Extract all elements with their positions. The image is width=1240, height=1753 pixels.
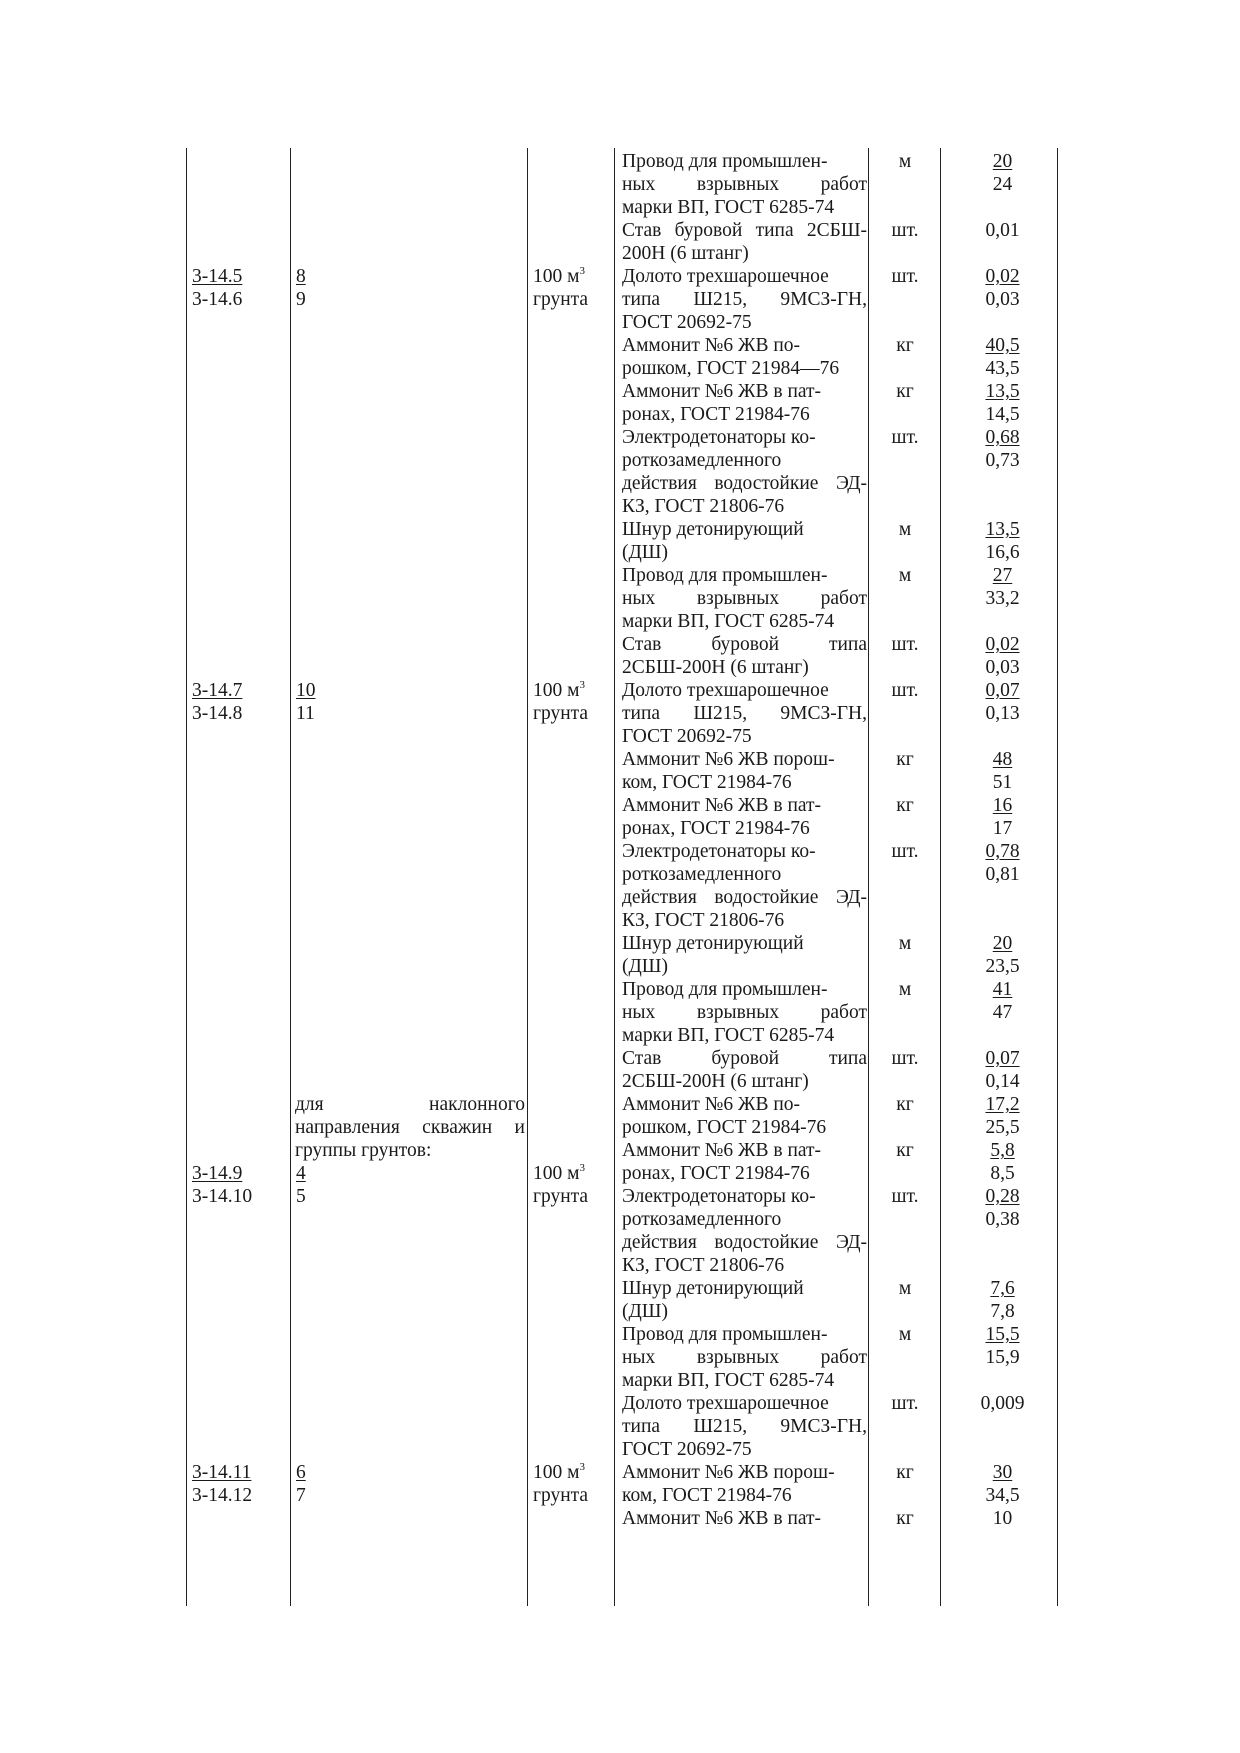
inclined-direction-note: для наклонного направления скважин и группы грунтов: [295,1094,525,1161]
material-norm-values [945,426,1060,472]
material-name-line: Шнур детонирующий [622,933,804,954]
material-unit: шт. [891,1186,919,1207]
material-name-line: 2СБШ-200Н (6 штанг) [622,657,809,678]
norm-value-secondary: 47 [992,1002,1013,1023]
material-norm-values [945,1461,1060,1507]
norm-value-primary: 40,5 [985,335,1020,356]
material-name-line: действия водостойкие ЭД- [622,887,867,908]
code-secondary: 3-14.12 [192,1485,253,1506]
measure-unit-cell: 100 $м^3$ грунта [533,1461,589,1506]
material-norm-values [945,1277,1060,1323]
material-name-line: ком, ГОСТ 21984-76 [622,772,792,793]
number-secondary: 7 [296,1485,306,1506]
material-name-line: ГОСТ 20692-75 [622,726,752,747]
norm-value-primary: 10 [992,1508,1013,1529]
material-name-line: ных взрывных работ [622,1347,867,1368]
material-unit: кг [896,749,914,770]
material-name-line: Провод для промышлен- [622,565,828,586]
norm-value-primary: 0,01 [985,220,1020,241]
material-name-line: типа Ш215, 9МСЗ-ГН, [622,1416,867,1437]
code-cell [192,679,242,725]
material-name-line: 2СБШ-200Н (6 штанг) [622,1071,809,1092]
material-name-line: Электродетонаторы ко- [622,841,816,862]
norm-value-secondary: 24 [992,174,1013,195]
material-name [622,794,867,840]
material-name-line: Долото трехшарошечное [622,266,829,287]
material-name [622,932,867,978]
material-name-line: Аммонит №6 ЖВ порош- [622,1462,835,1483]
material-name [622,1139,867,1185]
material-name-line: ронах, ГОСТ 21984-76 [622,1163,810,1184]
material-unit: шт. [891,220,919,241]
norm-value-primary: 13,5 [985,519,1020,540]
material-name-line: ных взрывных работ [622,588,867,609]
norm-value-secondary: 51 [992,772,1013,793]
material-unit: кг [896,1462,914,1483]
material-name-line: Аммонит №6 ЖВ по- [622,335,801,356]
material-norm-values [945,518,1060,564]
norm-value-primary: 27 [992,565,1013,586]
norm-value-primary: 20 [992,933,1013,954]
material-unit: м [898,519,912,540]
material-name-line: Аммонит №6 ЖВ порош- [622,749,835,770]
norm-value-primary: 0,07 [985,1048,1020,1069]
norm-value-secondary: 17 [992,818,1013,839]
material-name-line: Электродетонаторы ко- [622,1186,816,1207]
material-norm-values [945,978,1060,1024]
code-primary: 3-14.5 [192,266,243,287]
material-name [622,1323,867,1392]
material-name [622,1277,867,1323]
table-border-left [186,148,187,1606]
norm-value-secondary: 0,73 [985,450,1020,471]
material-name-line: рошком, ГОСТ 21984-76 [622,1117,827,1138]
material-name-line: типа Ш215, 9МСЗ-ГН, [622,703,867,724]
material-norm-values [945,380,1060,426]
column-divider-5 [940,148,941,1606]
material-norm-values [945,1507,1060,1530]
material-name-line: Аммонит №6 ЖВ в пат- [622,1508,822,1529]
material-name-line: КЗ, ГОСТ 21806-76 [622,1255,785,1276]
norm-value-primary: 0,07 [985,680,1020,701]
material-unit: шт. [891,841,919,862]
material-name-line: КЗ, ГОСТ 21806-76 [622,910,785,931]
measure-unit-cell: 100 $м^3$ грунта [533,679,589,724]
norm-value-secondary: 0,81 [985,864,1020,885]
norm-value-primary: 0,28 [985,1186,1020,1207]
material-norm-values [945,679,1060,725]
number-primary: 6 [296,1462,306,1483]
column-divider-3 [614,148,615,1606]
material-norm-values [945,334,1060,380]
material-unit: кг [896,795,914,816]
material-norm-values [945,219,1060,242]
material-name-line: марки ВП, ГОСТ 6285-74 [622,197,835,218]
norm-value-secondary: 14,5 [985,404,1020,425]
code-primary: 3-14.9 [192,1163,243,1184]
material-name-line: Став буровой типа 2СБШ- [622,220,867,241]
material-name-line: Аммонит №6 ЖВ в пат- [622,1140,822,1161]
material-name-line: Шнур детонирующий [622,519,804,540]
material-norm-values [945,633,1060,679]
material-name-line: Электродетонаторы ко- [622,427,816,448]
norm-value-secondary: 0,03 [985,657,1020,678]
material-norm-values [945,1185,1060,1231]
code-secondary: 3-14.10 [192,1186,253,1207]
norm-value-secondary: 33,2 [985,588,1020,609]
material-name-line: ных взрывных работ [622,1002,867,1023]
norm-value-secondary: 0,13 [985,703,1020,724]
material-name-line: (ДШ) [622,542,668,563]
norm-value-primary: 7,6 [990,1278,1015,1299]
material-norm-values [945,564,1060,610]
norm-value-primary: 0,78 [985,841,1020,862]
material-name-line: действия водостойкие ЭД- [622,1232,867,1253]
norm-value-secondary: 43,5 [985,358,1020,379]
norm-value-primary: 0,009 [980,1393,1025,1414]
code-secondary: 3-14.6 [192,289,243,310]
column-divider-2 [527,148,528,1606]
norm-value-secondary: 0,03 [985,289,1020,310]
material-name-line: Долото трехшарошечное [622,680,829,701]
material-name-line: Шнур детонирующий [622,1278,804,1299]
material-name-line: роткозамедленного [622,450,782,471]
material-unit: шт. [891,1393,919,1414]
material-name-line: Долото трехшарошечное [622,1393,829,1414]
number-cell [296,679,316,725]
material-name-line: действия водостойкие ЭД- [622,473,867,494]
code-cell [192,1162,252,1208]
number-secondary: 5 [296,1186,306,1207]
material-name-line: марки ВП, ГОСТ 6285-74 [622,1370,835,1391]
material-name-line: Аммонит №6 ЖВ в пат- [622,381,822,402]
norm-value-primary: 48 [992,749,1013,770]
material-unit: шт. [891,266,919,287]
norm-value-secondary: 15,9 [985,1347,1020,1368]
material-name [622,380,867,426]
material-name-line: типа Ш215, 9МСЗ-ГН, [622,289,867,310]
number-cell [296,265,306,311]
number-cell [296,1461,306,1507]
material-name-line: Провод для промышлен- [622,1324,828,1345]
number-primary: 4 [296,1163,306,1184]
material-name-line: ронах, ГОСТ 21984-76 [622,818,810,839]
material-name [622,265,867,334]
material-name [622,150,867,219]
material-name [622,334,867,380]
norm-value-secondary: 16,6 [985,542,1020,563]
material-norm-values [945,265,1060,311]
material-name [622,1093,867,1139]
material-norm-values [945,932,1060,978]
code-cell [192,1461,252,1507]
material-name-line: Став буровой типа [622,1048,867,1069]
material-name [622,219,867,265]
norm-value-primary: 17,2 [985,1094,1020,1115]
material-name-line: марки ВП, ГОСТ 6285-74 [622,611,835,632]
material-unit: м [898,933,912,954]
material-norm-values [945,840,1060,886]
norm-value-primary: 30 [992,1462,1013,1483]
number-primary: 8 [296,266,306,287]
material-name [622,840,867,932]
norm-value-secondary: 8,5 [990,1163,1015,1184]
norm-value-secondary: 23,5 [985,956,1020,977]
norm-value-primary: 20 [992,151,1013,172]
material-name-line: (ДШ) [622,1301,668,1322]
code-cell [192,265,242,311]
material-name [622,1461,867,1507]
norm-value-primary: 13,5 [985,381,1020,402]
material-name-line: ронах, ГОСТ 21984-76 [622,404,810,425]
number-primary: 10 [296,680,316,701]
norm-value-primary: 0,02 [985,266,1020,287]
norm-value-primary: 41 [992,979,1013,1000]
norm-value-primary: 16 [992,795,1013,816]
material-name-line: роткозамедленного [622,1209,782,1230]
material-name [622,426,867,518]
material-norm-values [945,1093,1060,1139]
norm-value-secondary: 0,38 [985,1209,1020,1230]
material-norm-values [945,1139,1060,1185]
column-divider-1 [290,148,291,1606]
material-norm-values [945,1392,1060,1415]
material-unit: шт. [891,634,919,655]
norm-value-secondary: 7,8 [990,1301,1015,1322]
material-name [622,518,867,564]
material-name [622,1507,867,1530]
norm-value-primary: 5,8 [990,1140,1015,1161]
material-name-line: Провод для промышлен- [622,151,828,172]
material-name-line: ГОСТ 20692-75 [622,1439,752,1460]
material-name-line: марки ВП, ГОСТ 6285-74 [622,1025,835,1046]
material-name-line: Аммонит №6 ЖВ по- [622,1094,801,1115]
material-name-line: роткозамедленного [622,864,782,885]
material-unit: кг [896,1140,914,1161]
material-name [622,1392,867,1461]
material-unit: м [898,565,912,586]
material-norm-values [945,1323,1060,1369]
material-unit: кг [896,1094,914,1115]
norm-value-primary: 15,5 [985,1324,1020,1345]
material-unit: шт. [891,1048,919,1069]
material-name-line: рошком, ГОСТ 21984—76 [622,358,840,379]
number-cell [296,1162,306,1208]
measure-unit-cell: 100 $м^3$ грунта [533,1162,589,1207]
number-secondary: 9 [296,289,306,310]
material-name [622,748,867,794]
material-norm-values [945,1047,1060,1093]
norm-value-secondary: 34,5 [985,1485,1020,1506]
material-name-line: (ДШ) [622,956,668,977]
material-name-line: ГОСТ 20692-75 [622,312,752,333]
number-secondary: 11 [296,703,315,724]
material-unit: кг [896,335,914,356]
material-norm-values [945,748,1060,794]
material-unit: кг [896,1508,914,1529]
norm-value-primary: 0,68 [985,427,1020,448]
material-name [622,679,867,748]
material-name-line: ком, ГОСТ 21984-76 [622,1485,792,1506]
code-primary: 3-14.7 [192,680,243,701]
material-name-line: КЗ, ГОСТ 21806-76 [622,496,785,517]
material-name-line: 200Н (6 штанг) [622,243,749,264]
material-name [622,978,867,1047]
material-unit: м [898,1324,912,1345]
material-name-line: ных взрывных работ [622,174,867,195]
norm-value-secondary: 25,5 [985,1117,1020,1138]
material-name [622,564,867,633]
material-name [622,633,867,679]
code-secondary: 3-14.8 [192,703,243,724]
column-divider-4 [868,148,869,1606]
code-primary: 3-14.11 [192,1462,252,1483]
material-unit: м [898,151,912,172]
material-unit: шт. [891,680,919,701]
material-name-line: Провод для промышлен- [622,979,828,1000]
material-unit: м [898,979,912,1000]
material-unit: м [898,1278,912,1299]
norm-value-secondary: 0,14 [985,1071,1020,1092]
norm-value-primary: 0,02 [985,634,1020,655]
material-name-line: Став буровой типа [622,634,867,655]
material-name [622,1047,867,1093]
material-norm-values [945,794,1060,840]
material-name-line: Аммонит №6 ЖВ в пат- [622,795,822,816]
material-norm-values [945,150,1060,196]
measure-unit-cell: 100 $м^3$ грунта [533,265,589,310]
material-name [622,1185,867,1277]
material-unit: кг [896,381,914,402]
material-unit: шт. [891,427,919,448]
